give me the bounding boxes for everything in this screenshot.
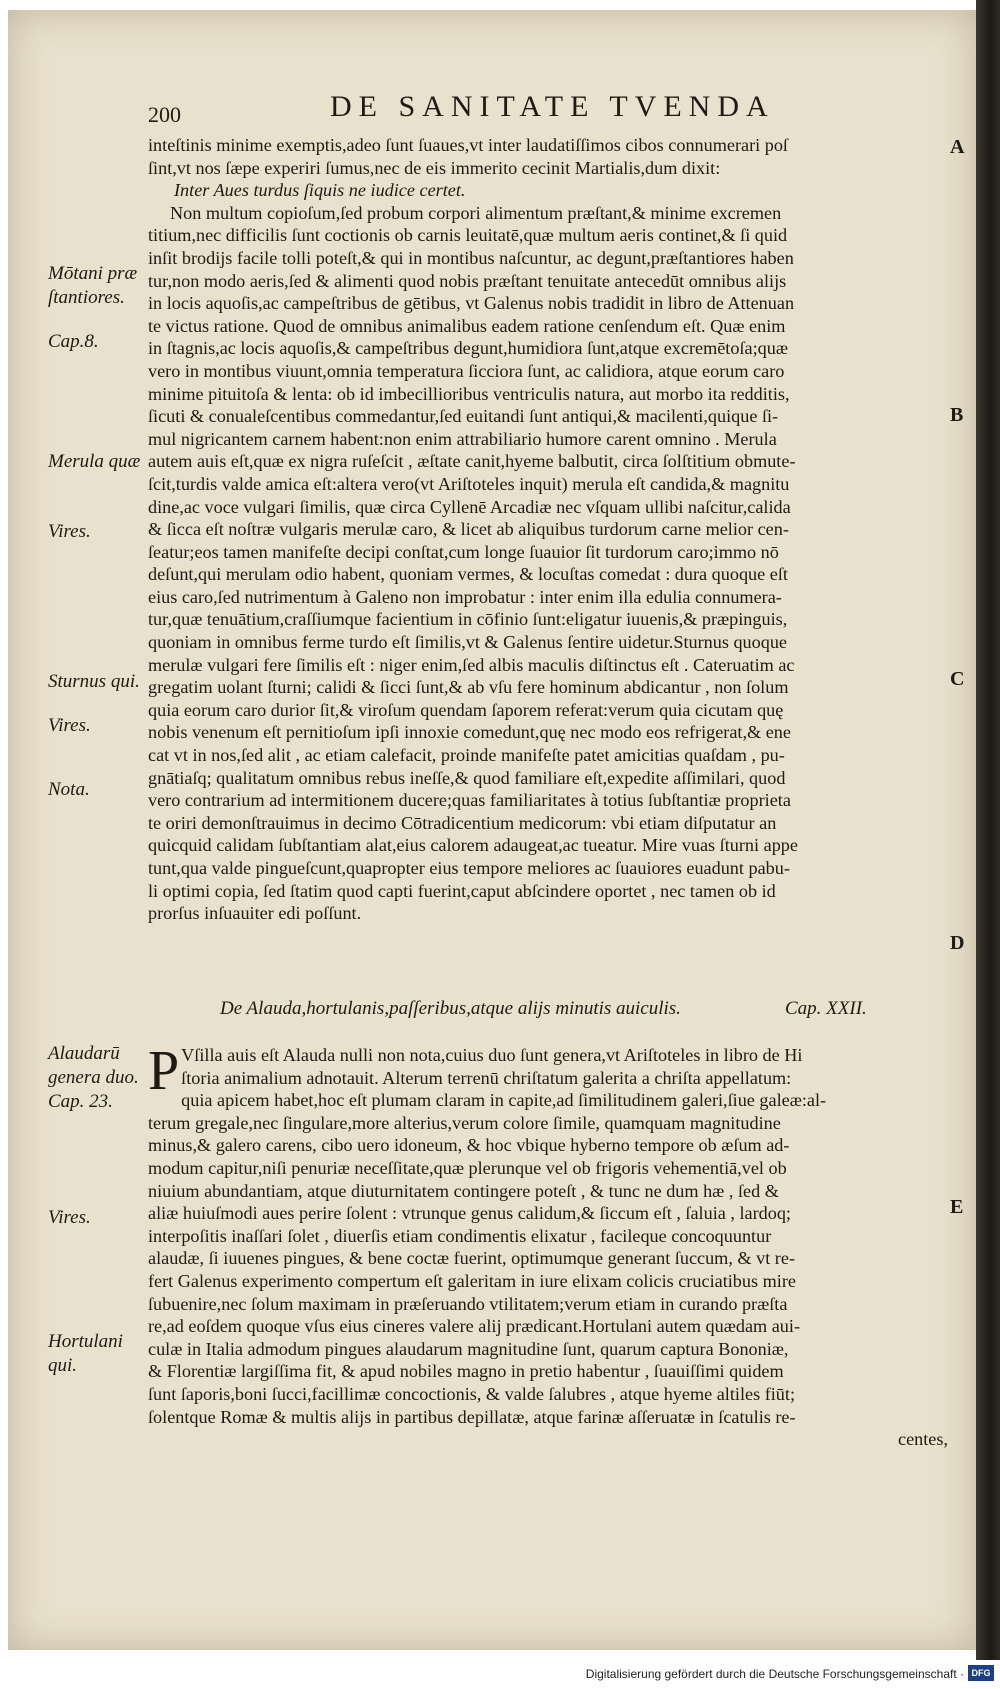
text-line: li optimi copia, ſed ſtatim quod capti fuerint,caput abſcindere oportet , nec tamen ob id <box>148 880 776 901</box>
margin-note: Nota. <box>48 779 90 800</box>
text-line: & ſicca eſt noſtræ vulgaris merulæ caro, & licet ab aliquibus turdorum carne melior cen- <box>148 519 789 540</box>
margin-note: Merula quæ <box>48 451 141 472</box>
text-line: te oriri demonſtrauimus in decimo Cōtradicentium medicorum: vbi etiam diſputatur an <box>148 812 777 833</box>
text-line: vero contrarium ad intermitionem ducere;quas familiaritates à totius ſubſtantiæ proprieta <box>148 790 791 811</box>
margin-note: Hortulani qui. <box>48 1331 123 1376</box>
paragraph-main <box>148 202 948 925</box>
margin-note: Vires. <box>48 521 91 542</box>
paragraph-alauda <box>148 1040 948 1428</box>
text-line: inſit brodijs facile tolli poteſt,& qui in montibus naſcuntur, ac degunt,præſtantiores haben <box>148 247 794 268</box>
chapter-label: Cap. XXII. <box>785 998 867 1019</box>
text-line: aliæ huiuſmodi aues perire ſolent : vtrunque genus calidum,& ſiccum eſt , ſaluia , lardoq; <box>148 1203 791 1224</box>
text-line: nobis venenum eſt pernitioſum ipſi innoxie comedunt,quę nec modo eos refrigerat,& ene <box>148 722 791 743</box>
text-line: ſeatur;eos tamen manifeſte decipi conſtat,cum longe ſuauior ſit turdorum caro;immo nō <box>148 541 779 562</box>
text-line: terum gregale,nec ſingulare,more alterius,verum colore ſimile, quamquam magnitudine <box>148 1112 781 1133</box>
text-line: ſolentque Romæ & multis alijs in partibus depillatæ, atque farinæ aſſeruatæ in ſcatulis re- <box>148 1406 796 1427</box>
text-line: cat vt in nos,ſed alit , ac etiam calefacit, proinde manifeſte patet amicitias quaſdam , pu- <box>148 745 785 766</box>
section-title: De Alauda,hortulanis,paſſeribus,atque alijs minutis auiculis. <box>220 998 681 1019</box>
text-line: gnātiaſq; qualitatum omnibus rebus ineſſe,& quod familiare eſt,expedite aſſimilari, quod <box>148 767 786 788</box>
text-line: te victus ratione. Quod de omnibus animalibus eadem ratione cenſendum eſt. Quæ enim <box>148 315 786 336</box>
text-line: ſint,vt nos ſæpe experiri ſumus,nec de eis immerito cecinit Martialis,dum dixit: <box>148 157 721 178</box>
text-line: niuium abundantiam, atque diuturnitatem contingere poteſt , & tunc ne dum hæ , ſed & <box>148 1180 779 1201</box>
side-letter: B <box>950 404 964 426</box>
text-line: titium,nec difficilis ſunt coctionis ob carnis leuitatē,quæ multum aeris continet,& ſi quid <box>148 225 788 246</box>
text-line: culæ in Italia admodum pingues alaudarum magnitudine ſunt, quarum captura Bononiæ, <box>148 1338 789 1359</box>
footer-credit: Digitalisierung gefördert durch die Deutsche Forschungsgemeinschaft · <box>585 1667 964 1681</box>
text-line: dine,ac voce vulgari ſimilis, quæ circa Cyllenē Arcadiæ nec vſquam ullibi naſcitur,calida <box>148 496 791 517</box>
text-line: ſtoria animalium adnotauit. Alterum terrenū chriſtatum galerita a chriſta appellatum: <box>181 1067 792 1088</box>
text-line: gregatim uolant ſturni; calidi & ſicci ſunt,& ab vſu fere hominum abdicantur , non ſolum <box>148 677 789 698</box>
text-line: eius caro,ſed nutrimentum à Galeno non improbatur : inter enim illa edulia connumera- <box>148 586 782 607</box>
text-line: re,ad eoſdem quoque vſus eius cineres valere alij prædicant.Hortulani autem quædam aui- <box>148 1316 801 1337</box>
margin-note: Mōtani præ ſtantiores. <box>48 263 138 308</box>
text-line: in ſtagnis,ac locis aquoſis,& campeſtribus degunt,humidiora ſunt,atque excremētoſa;quæ <box>148 338 788 359</box>
running-title: DE SANITATE TVENDA <box>330 90 775 123</box>
verse-line: Inter Aues turdus ſiquis ne iudice certet. <box>174 180 466 201</box>
text-line: quoniam in omnibus ferme turdo eſt ſimilis,vt & Galenus ſentire uidetur.Sturnus quoque <box>148 632 788 653</box>
text-line: modum capitur,niſi penuriæ neceſſitate,quæ plerunque vel ob frigoris vehementiā,vel ob <box>148 1157 787 1178</box>
text-line: vero in montibus viuunt,omnia temperatura ſicciora ſunt, ac calidiora, atque eorum caro <box>148 360 785 381</box>
text-line: tunt,qua valde pingueſcunt,quapropter eius tempore meliores ac ſuauiores euadunt pabu- <box>148 858 790 878</box>
margin-note: Sturnus qui. <box>48 671 140 692</box>
text-line: Vſilla auis eſt Alauda nulli non nota,cuius duo ſunt genera,vt Ariſtoteles in libro de Hi <box>181 1045 803 1065</box>
text-line: merulæ vulgari fere ſimilis eſt : niger enim,ſed albis maculis diſtinctus eſt . Cateruatim ac <box>148 654 795 675</box>
margin-note: Vires. <box>48 1207 91 1228</box>
dfg-logo: DFG <box>968 1665 994 1681</box>
text-line: ſunt ſaporis,boni ſucci,facillimæ concoctionis, & valde ſalubres , atque hyeme altiles fiūt; <box>148 1383 796 1404</box>
drop-capital: P <box>148 1040 180 1102</box>
side-letter: E <box>950 1196 964 1218</box>
text-line: ſcit,turdis valde amica eſt:altera vero(vt Ariſtoteles inquit) merula eſt candida,& magnitu <box>148 473 790 494</box>
text-block-upper <box>148 134 948 925</box>
text-line: deſunt,qui merulam odio habent, quoniam vermes, & locuſtas comedat : dura quoque eſt <box>148 564 788 585</box>
text-line: ſicuti & conualeſcentibus commedantur,ſed euitandi ſunt antiqui,& macilenti,quique ſi- <box>148 406 779 427</box>
side-letter: D <box>950 932 965 954</box>
section-heading <box>220 998 900 1020</box>
margin-note: Vires. <box>48 715 91 736</box>
text-line: quia apicem habet,hoc eſt plumam claram in capite,ad ſimilitudinem galeri,ſiue galeæ:al- <box>181 1090 827 1111</box>
catchword: centes, <box>898 1429 948 1450</box>
margin-note: Alaudarū genera duo. Cap. 23. <box>48 1043 139 1112</box>
text-line: inteſtinis minime exemptis,adeo ſunt ſuaues,vt inter laudatiſſimos cibos connumerari poſ <box>148 135 788 155</box>
text-line: in locis aquoſis,ac campeſtribus de gētibus, vt Galenus nobis tradidit in libro de Attenuan <box>148 293 795 314</box>
book-edge <box>976 0 1000 1660</box>
side-letter: A <box>950 136 965 158</box>
text-line: & Florentiæ largiſſima fit, & apud nobiles magno in pretio habentur , ſuauiſſimi quidem <box>148 1361 784 1382</box>
text-line: minime pituitoſa & lenta: ob id imbecillioribus ventriculis natura, aut morbo ita redditis, <box>148 383 790 404</box>
running-head <box>0 88 968 128</box>
text-line: quia eorum caro durior ſit,& viroſum quendam ſaporem referat:verum quia cicutam quę <box>148 699 784 720</box>
margin-note: Cap.8. <box>48 331 99 352</box>
footer-bar <box>0 1660 1000 1689</box>
text-block-lower <box>148 1040 948 1451</box>
text-line: ſubuenire,nec ſolum maximam in præſeruando vtilitatem;verum etiam in curando præſta <box>148 1293 788 1314</box>
text-line: quicquid calidam ſubſtantiam alat,eius calorem adaugeat,ac tueatur. Mire vuas ſturni appe <box>148 835 798 856</box>
text-line: minus,& galero carens, cibo uero idoneum, & hoc vbique hyberno tempore ob æſum ad- <box>148 1135 790 1156</box>
text-line: prorſus inſuauiter edi poſſunt. <box>148 903 362 924</box>
text-line: tur,quæ tenuātium,craſſiumque facientium in cōfinio ſunt:eligatur iuuenis,& præpinguis, <box>148 609 788 630</box>
text-line: interpoſitis inaſſari ſolet , diuerſis etiam condimentis elixatur , facileque concoquuntur <box>148 1225 772 1246</box>
text-line: mul nigricantem carnem habent:non enim attrabiliario humore carent omnino . Merula <box>148 428 777 449</box>
page-number: 200 <box>148 102 181 127</box>
text-line: alaudæ, ſi iuuenes pingues, & bene coctæ fuerint, optimumque generant ſuccum, & vt re- <box>148 1248 795 1269</box>
text-line: autem auis eſt,quæ ex nigra ruſeſcit , æſtate canit,hyeme balbutit, circa ſolſtitium obmute- <box>148 451 796 472</box>
text-line: Non multum copioſum,ſed probum corpori alimentum præſtant,& minime excremen <box>170 202 782 223</box>
side-letter: C <box>950 668 965 690</box>
text-line: fert Galenus experimento compertum eſt galeritam in iure elixam colicis cruciatibus mire <box>148 1270 796 1291</box>
text-line: tur,non modo aeris,ſed & alimenti quod nobis præſtant tenuitate antecedūt omnibus alijs <box>148 270 787 291</box>
